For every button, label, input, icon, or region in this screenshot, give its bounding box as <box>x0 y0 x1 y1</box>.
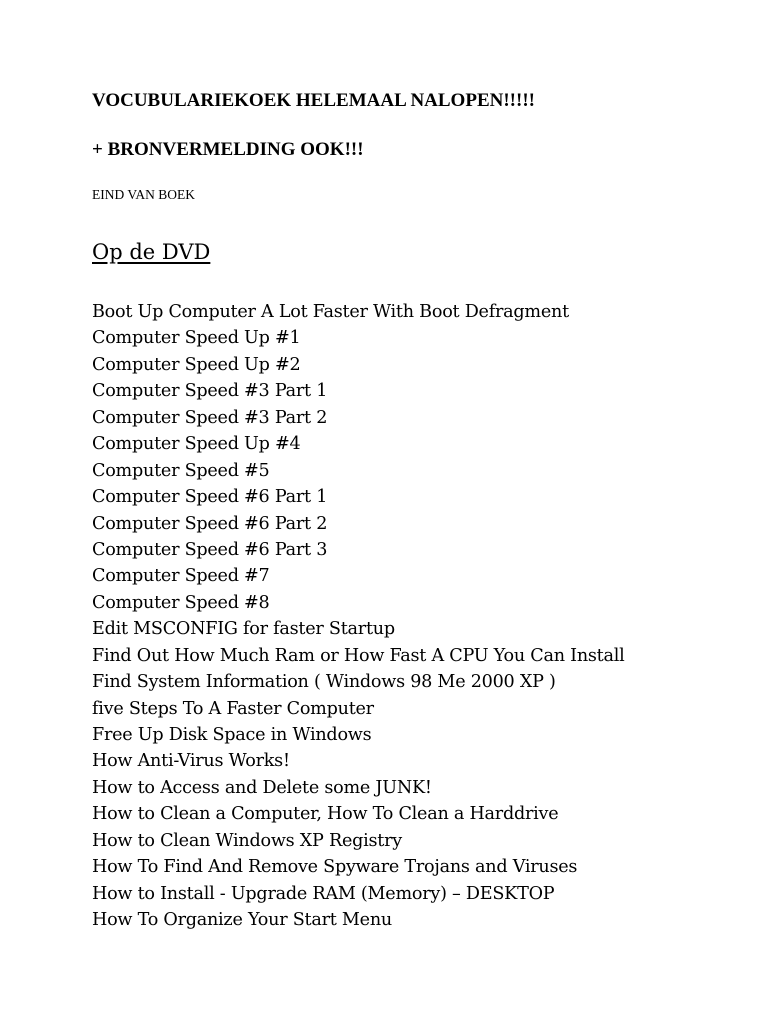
end-of-book-note: EIND VAN BOEK <box>92 187 196 202</box>
heading-source-reminder: + BRONVERMELDING OOK!!! <box>92 139 364 160</box>
list-item: How to Clean Windows XP Registry <box>92 830 402 851</box>
list-item: How Anti-Virus Works! <box>92 751 290 772</box>
list-item: Computer Speed #6 Part 2 <box>92 513 328 534</box>
list-item: How to Clean a Computer, How To Clean a Harddrive <box>92 804 559 825</box>
section-title: Op de DVD <box>92 240 211 264</box>
list-item: Computer Speed #6 Part 1 <box>92 487 328 508</box>
list-item: Computer Speed #3 Part 1 <box>92 381 328 402</box>
list-item: Find System Information ( Windows 98 Me 2000 XP ) <box>92 672 556 693</box>
list-item: How To Organize Your Start Menu <box>92 910 392 931</box>
list-item: Computer Speed Up #1 <box>92 328 301 349</box>
list-item: Boot Up Computer A Lot Faster With Boot Defragment <box>92 302 569 322</box>
list-item: Computer Speed #3 Part 2 <box>92 407 328 428</box>
list-item: Computer Speed Up #4 <box>92 434 301 455</box>
list-item: Computer Speed #7 <box>92 566 270 587</box>
list-item: Free Up Disk Space in Windows <box>92 725 372 745</box>
list-item: Computer Speed #5 <box>92 460 270 481</box>
dvd-item-list <box>92 299 625 934</box>
list-item: How to Install - Upgrade RAM (Memory) – DESKTOP <box>92 883 555 904</box>
list-item: How to Access and Delete some JUNK! <box>92 777 432 798</box>
list-item: Computer Speed #6 Part 3 <box>92 539 328 560</box>
list-item: How To Find And Remove Spyware Trojans and Viruses <box>92 857 578 878</box>
heading-vocabulary-reminder: VOCUBULARIEKOEK HELEMAAL NALOPEN!!!!! <box>92 90 535 111</box>
list-item: Edit MSCONFIG for faster Startup <box>92 619 395 640</box>
list-item: five Steps To A Faster Computer <box>92 698 374 719</box>
list-item: Computer Speed Up #2 <box>92 354 301 375</box>
list-item: Computer Speed #8 <box>92 592 270 613</box>
list-item: Find Out How Much Ram or How Fast A CPU You Can Install <box>92 645 625 666</box>
